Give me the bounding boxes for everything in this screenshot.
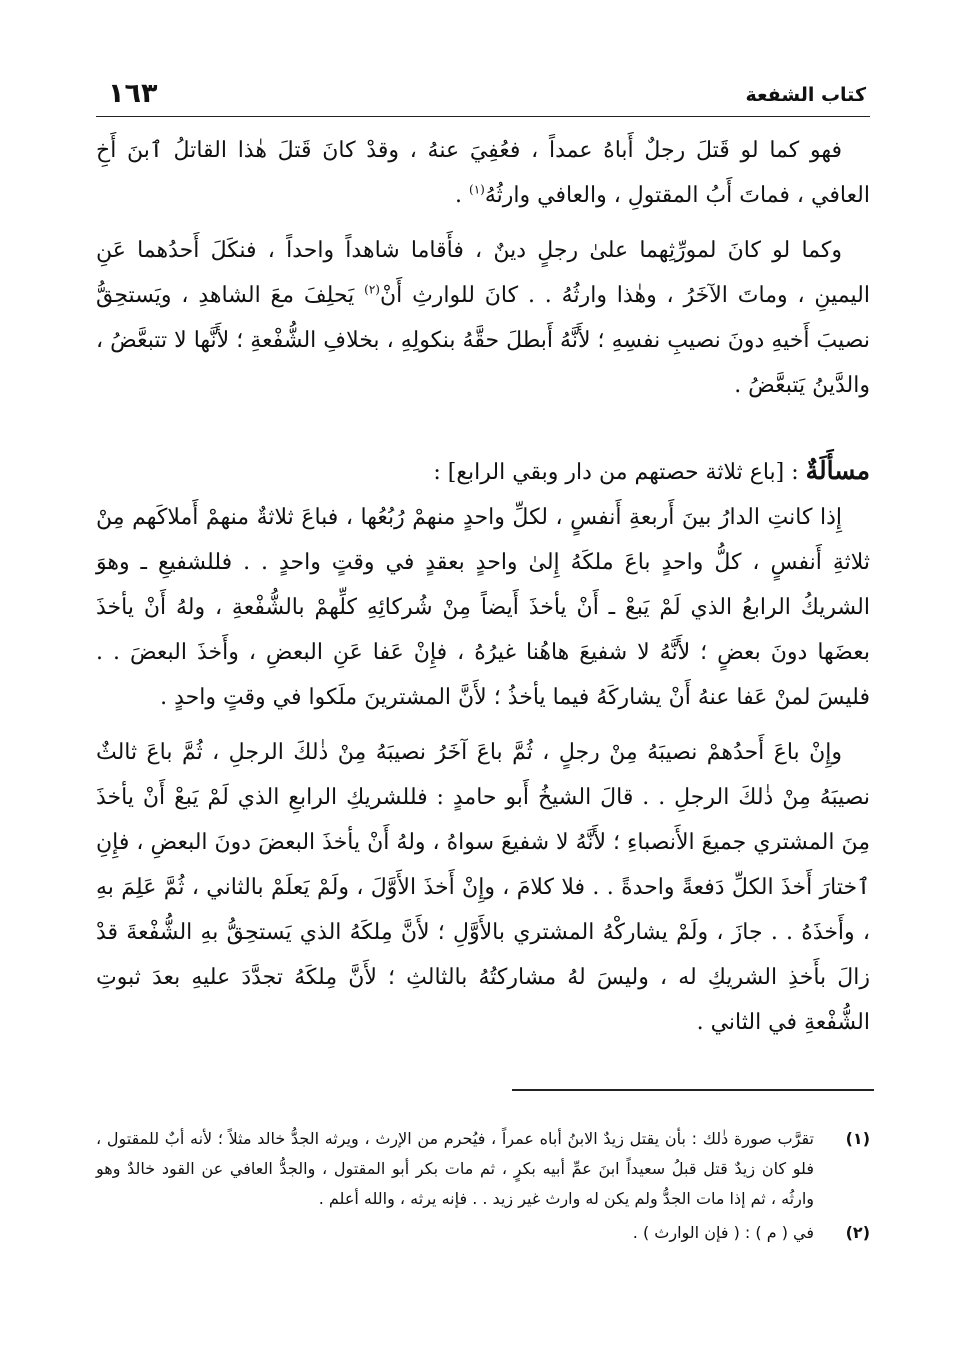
footnote-text: تقرَّب صورة ذٰلك : بأن يقتل زيدٌ الابنُ أباه عمراً ، فيُحرم من الإرث ، ويرثه الجدُّ خالد مثلاً ؛ لأنه أبٌ للمقتول ، فلو كان زيدٌ قتل قبلُ سعيداً ابنَ عمِّ أبيه بكرٍ ، ثم مات بكر أبو المقتول ، والجدُّ العافي عن القود خالدٌ وهو وارثُه ، ثم إذا مات الجدُّ ولم يكن له وارث غير زيد . . فإنه يرثه ، والله أعلم . bbox=[96, 1129, 814, 1208]
main-text bbox=[96, 128, 870, 1045]
paragraph-2-text: وكما لو كانَ لمورِّثِهما علىٰ رجلٍ دينٌ ، فأَقاما شاهداً واحداً ، فنكَلَ أَحدُهما عَنِ اليمينِ ، وماتَ الآخَرُ ، وهٰذا وارثُهُ . . كانَ للوارثِ أَنْ bbox=[96, 238, 870, 308]
issue-heading-word: مسأَلَةٌ bbox=[805, 456, 870, 485]
paragraph-3: إِذا كانتِ الدارُ بينَ أَربعةِ أَنفسٍ ، لكلِّ واحدٍ منهمْ رُبُعُها ، فباعَ ثلاثةٌ منهمْ أَملاكَهم مِنْ ثلاثةِ أَنفسٍ ، كلُّ واحدٍ باعَ ملكَهُ إِلىٰ واحدٍ بعقدٍ في وقتٍ واحدٍ . . فللشفيعِ ـ وهوَ الشريكُ الرابعُ الذي لَمْ يَبعْ ـ أَنْ يأخذَ أَيضاً مِنْ شُركائِهِ كلِّهمْ بالشُّفْعةِ ، ولهُ أَنْ يأخذَ بعضَها دونَ بعضٍ ؛ لأَنَّهُ لا شفيعَ هاهُنا غيرُهُ ، فإِنْ عَفا عَنِ البعضِ ، وأَخذَ البعضَ . . فليسَ لمنْ عَفا عنهُ أَنْ يشاركَهُ فيما يأخذُ ؛ لأَنَّ المشترينَ ملَكوا في وقتٍ واحدٍ . bbox=[96, 505, 870, 710]
footnote-1 bbox=[96, 1124, 870, 1214]
footnote-divider bbox=[512, 1089, 874, 1091]
footnote-ref-1: (١) bbox=[469, 182, 485, 197]
footnotes bbox=[96, 1124, 870, 1248]
paragraph-1-text: فهو كما لو قَتلَ رجلٌ أَباهُ عمداً ، فعُفِيَ عنهُ ، وقدْ كانَ قَتلَ هٰذا القاتلُ ٱبنَ أَخِ العافي ، فماتَ أَبُ المقتولِ ، والعافي وارثُهُ bbox=[96, 138, 870, 208]
paragraph-2-end: يَحلِفَ معَ الشاهدِ ، ويَستحِقُّ نصيبَ أَخيهِ دونَ نصيبِ نفسِهِ ؛ لأَنَّهُ أَبطلَ حقَّهُ بنكولِهِ ، بخلافِ الشُّفْعةِ ؛ لأَنَّها لا تتبعَّضُ ، والدَّينُ يَتبعَّضُ . bbox=[96, 283, 870, 398]
footnote-number: (٢) bbox=[845, 1223, 870, 1242]
page-number: ١٦٣ bbox=[108, 78, 158, 109]
footnote-text: في ( م ) : ( فإن الوارث ) . bbox=[632, 1223, 814, 1242]
running-title: كتاب الشفعة bbox=[745, 84, 866, 106]
footnote-2 bbox=[96, 1218, 870, 1248]
paragraph-2 bbox=[96, 228, 870, 408]
footnote-number: (١) bbox=[845, 1129, 870, 1148]
issue-heading bbox=[96, 448, 870, 495]
footnote-ref-2: (٢) bbox=[364, 282, 380, 297]
paragraph-1 bbox=[96, 128, 870, 218]
paragraph-4: وإِنْ باعَ أَحدُهمْ نصيبَهُ مِنْ رجلٍ ، ثُمَّ باعَ آخَرُ نصيبَهُ مِنْ ذٰلكَ الرجلِ ، ثُمَّ باعَ ثالثٌ نصيبَهُ مِنْ ذٰلكَ الرجلِ . . قالَ الشيخُ أَبو حامدٍ : فللشريكِ الرابعِ الذي لَمْ يَبعْ أَنْ يأخذَ مِنَ المشتري جميعَ الأَنصباءِ ؛ لأَنَّهُ لا شفيعَ سواهُ ، ولهُ أَنْ يأخذَ البعضَ دونَ البعضِ ، فإِنِ ٱختارَ أَخذَ الكلِّ دَفعةً واحدةً . . فلا كلامَ ، وإِنْ أَخذَ الأَوَّلَ ، ولَمْ يَعلَمْ بالثاني ، ثُمَّ عَلِمَ بهِ ، وأَخذَهُ . . جازَ ، ولَمْ يشاركْهُ المشتري بالأَوَّلِ ؛ لأَنَّ مِلكَهُ الذي يَستحِقُّ بهِ الشُّفْعةَ قدْ زالَ بأَخذِ الشريكِ له ، وليسَ لهُ مشاركتُهُ بالثالثِ ؛ لأَنَّ مِلكَهُ تجدَّدَ عليهِ بعدَ ثبوتِ الشُّفْعةِ في الثاني . bbox=[96, 740, 870, 1035]
issue-heading-title: : [باع ثلاثة حصتهم من دار وبقي الرابع] : bbox=[433, 460, 806, 485]
page-header bbox=[96, 76, 870, 117]
paragraph-1-end: . bbox=[455, 183, 470, 208]
